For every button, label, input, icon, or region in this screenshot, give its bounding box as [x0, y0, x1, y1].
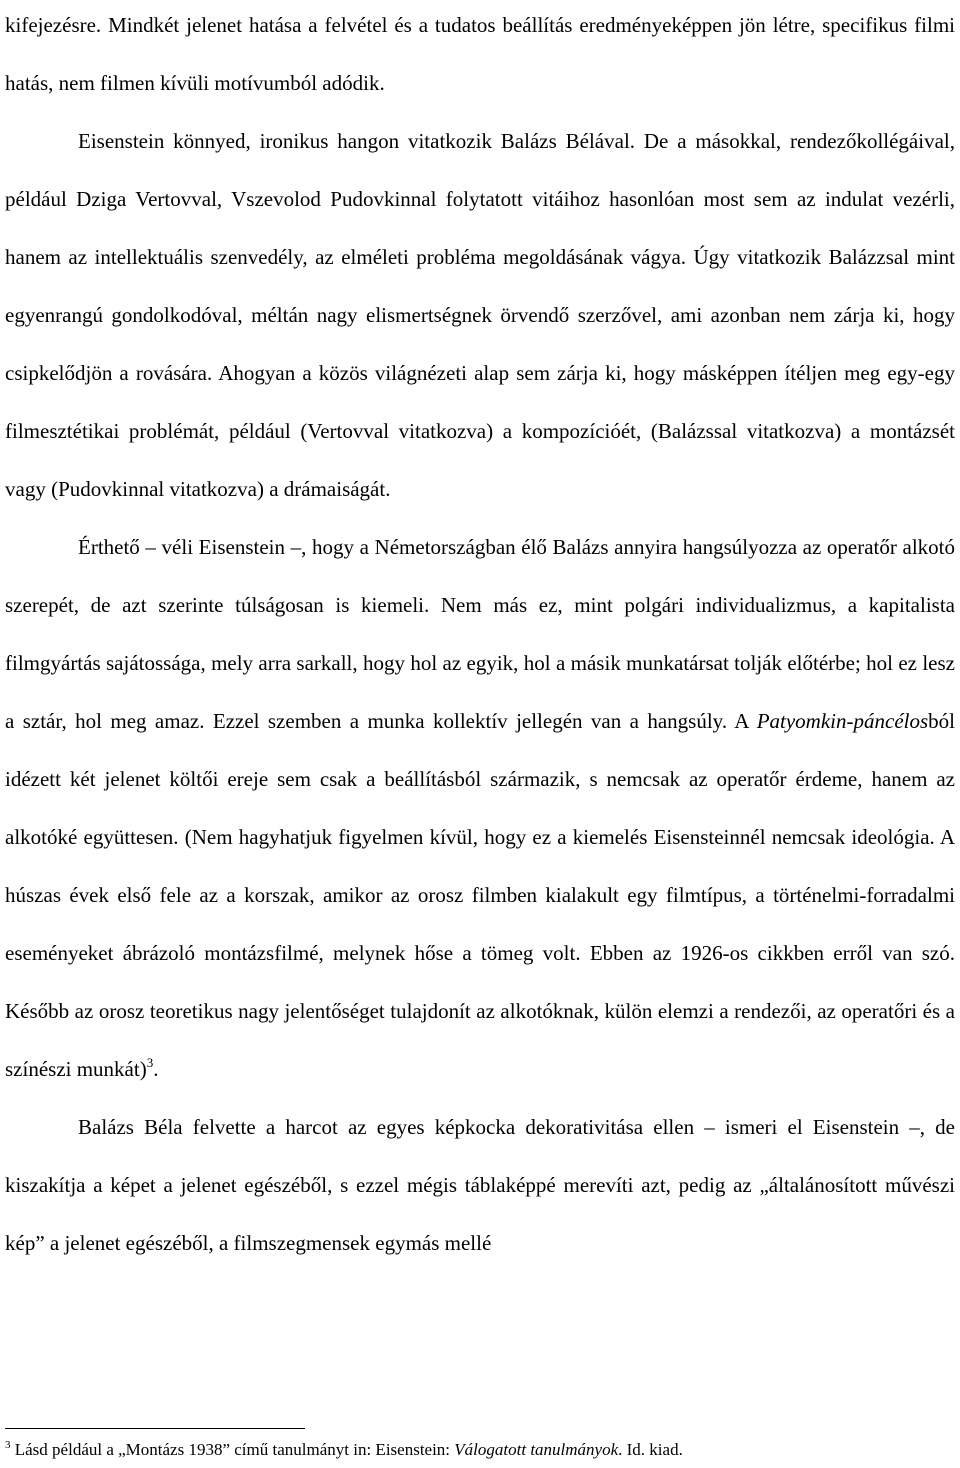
film-title-italic: Patyomkin-páncélos	[756, 709, 929, 733]
footnote-text: Lásd például a „Montázs 1938” című tanulmányt in: Eisenstein:	[10, 1440, 455, 1459]
footnote-reference[interactable]: 3	[146, 1055, 154, 1070]
footnote-text-end: . Id. kiad.	[618, 1440, 683, 1459]
paragraph-text-part: Érthető – véli Eisenstein –, hogy a Németországban élő Balázs annyira hangsúlyozza az operatőr alkotó szerepét, de azt szerinte túlságosan is kiemeli. Nem más ez, mint polgári individualizmus, a kapitalista filmgyártás sajátossága, mely arra sarkall, hogy hol az egyik, hol a másik munkatársat tolják előtérbe; hol ez lesz a sztár, hol meg amaz. Ezzel szemben a munka kollektív jellegén van a hangsúly. A	[5, 535, 955, 733]
footnote-book-title: Válogatott tanulmányok	[454, 1440, 619, 1459]
footnote	[5, 1438, 955, 1462]
paragraph-operator-role	[5, 518, 955, 1098]
body-text	[5, 0, 955, 1272]
footnote-number: 3	[5, 1439, 11, 1451]
paragraph-eisenstein-debate: Eisenstein könnyed, ironikus hangon vitatkozik Balázs Bélával. De a másokkal, rendezőkollégáival, például Dziga Vertovval, Vszevolod Pudovkinnal folytatott vitáihoz hasonlóan most sem az indulat vezérli, hanem az intellektuális szenvedély, az elméleti probléma megoldásának vágya. Úgy vitatkozik Balázzsal mint egyenrangú gondolkodóval, méltán nagy elismertségnek örvendő szerzővel, ami azonban nem zárja ki, hogy csipkelődjön a rovására. Ahogyan a közös világnézeti alap sem zárja ki, hogy másképpen ítéljen meg egy-egy filmesztétikai problémát, például (Vertovval vitatkozva) a kompozícióét, (Balázssal vitatkozva) a montázsét vagy (Pudovkinnal vitatkozva) a drámaiságát.	[5, 129, 955, 501]
footnote-separator	[5, 1428, 305, 1429]
paragraph-text-end: .	[153, 1057, 159, 1081]
paragraph-continuation: kifejezésre. Mindkét jelenet hatása a felvétel és a tudatos beállítás eredményeképpen jön létre, specifikus filmi hatás, nem filmen kívüli motívumból adódik.	[5, 13, 955, 95]
paragraph-text-part: ból idézett két jelenet költői ereje sem csak a beállításból származik, s nemcsak az operatőr érdeme, hanem az alkotóké együttesen. (Nem hagyhatjuk figyelmen kívül, hogy ez a kiemelés Eisensteinnél nemcsak ideológia. A húszas évek első fele az a korszak, amikor az orosz filmben kialakult egy filmtípus, a történelmi-forradalmi eseményeket ábrázoló montázsfilmé, melynek hőse a tömeg volt. Ebben az 1926-os cikkben erről van szó. Később az orosz teoretikus nagy jelentőséget tulajdonít az alkotóknak, külön elemzi a rendezői, az operatőri és a színészi munkát)	[5, 709, 955, 1081]
paragraph-balazs-decorativity: Balázs Béla felvette a harcot az egyes képkocka dekorativitása ellen – ismeri el Eisenstein –, de kiszakítja a képet a jelenet egészéből, s ezzel mégis táblaképpé merevíti azt, pedig az „általánosított művészi kép” a jelenet egészéből, a filmszegmensek egymás mellé	[5, 1115, 955, 1255]
